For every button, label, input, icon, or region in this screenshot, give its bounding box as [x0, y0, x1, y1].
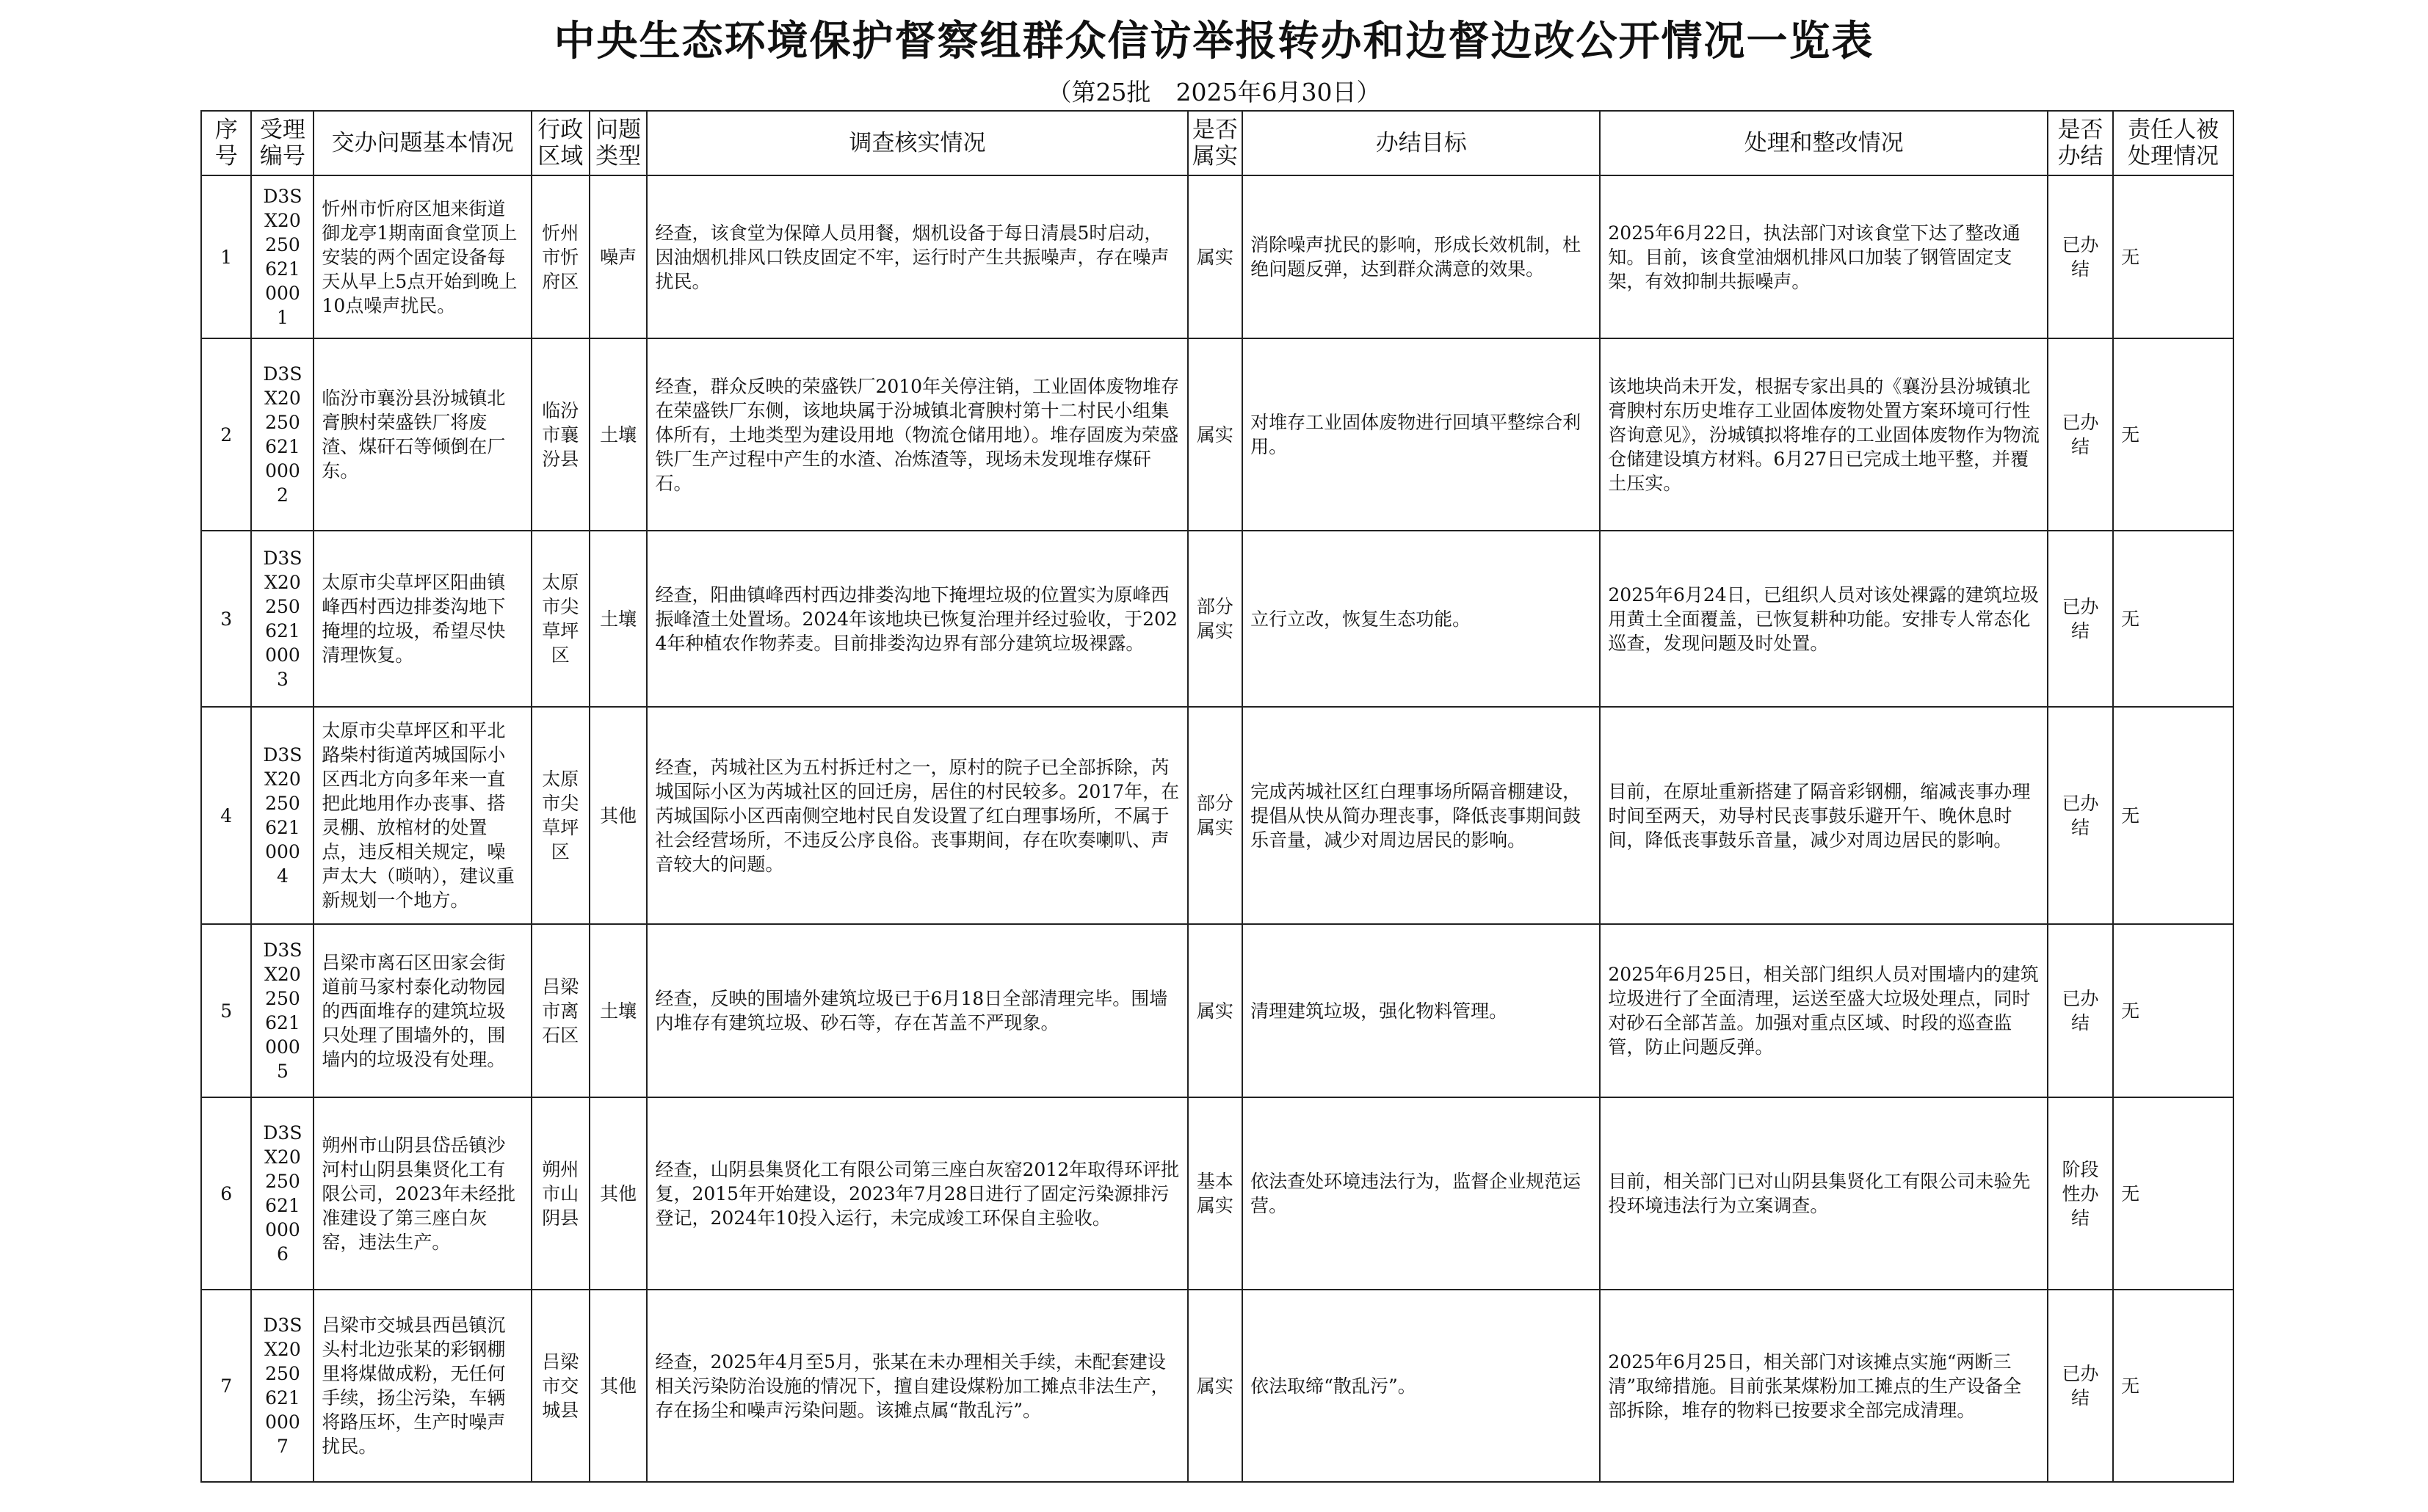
cell-type: 其他: [590, 707, 648, 924]
cell-accountability: 无: [2113, 1290, 2233, 1482]
cell-goal: 清理建筑垃圾，强化物料管理。: [1242, 924, 1600, 1097]
cell-seq: 2: [201, 338, 251, 531]
cell-verified: 属实: [1188, 924, 1243, 1097]
cell-rectification: 2025年6月24日，已组织人员对该处裸露的建筑垃圾用黄土全面覆盖，已恢复耕种功能。安排专人常态化巡查，发现问题及时处置。: [1600, 531, 2048, 707]
col-header-type: 问题类型: [590, 111, 648, 175]
cell-closed: 阶段性办结: [2048, 1097, 2113, 1290]
cell-region: 朔州市山阴县: [532, 1097, 590, 1290]
cell-closed: 已办结: [2048, 707, 2113, 924]
col-header-issue: 交办问题基本情况: [314, 111, 531, 175]
cell-issue: 朔州市山阴县岱岳镇沙河村山阴县集贤化工有限公司，2023年未经批准建设了第三座白灰窑，违法生产。: [314, 1097, 531, 1290]
cell-issue: 太原市尖草坪区阳曲镇峰西村西边排娄沟地下掩埋的垃圾，希望尽快清理恢复。: [314, 531, 531, 707]
cell-issue: 吕梁市离石区田家会街道前马家村泰化动物园的西面堆存的建筑垃圾只处理了围墙外的，围墙内的垃圾没有处理。: [314, 924, 531, 1097]
cell-seq: 3: [201, 531, 251, 707]
cell-rectification: 目前，相关部门已对山阴县集贤化工有限公司未验先投环境违法行为立案调查。: [1600, 1097, 2048, 1290]
cell-accountability: 无: [2113, 338, 2233, 531]
table-row: [201, 531, 2233, 707]
cell-code: D3SX202506210006: [251, 1097, 314, 1290]
cell-code: D3SX202506210002: [251, 338, 314, 531]
cell-seq: 5: [201, 924, 251, 1097]
cell-goal: 消除噪声扰民的影响，形成长效机制，杜绝问题反弹，达到群众满意的效果。: [1242, 175, 1600, 338]
cell-closed: 已办结: [2048, 924, 2113, 1097]
cell-verified: 部分属实: [1188, 707, 1243, 924]
cell-type: 其他: [590, 1097, 648, 1290]
cell-issue: 吕梁市交城县西邑镇沉头村北边张某的彩钢棚里将煤做成粉，无任何手续，扬尘污染，车辆将路压坏，生产时噪声扰民。: [314, 1290, 531, 1482]
cell-region: 太原市尖草坪区: [532, 707, 590, 924]
cell-accountability: 无: [2113, 531, 2233, 707]
cell-code: D3SX202506210005: [251, 924, 314, 1097]
table-row: [201, 175, 2233, 338]
cell-goal: 完成芮城社区红白理事场所隔音棚建设，提倡从快从简办理丧事，降低丧事期间鼓乐音量，减少对周边居民的影响。: [1242, 707, 1600, 924]
table-row: [201, 338, 2233, 531]
cell-investigation: 经查，2025年4月至5月，张某在未办理相关手续，未配套建设相关污染防治设施的情况下，擅自建设煤粉加工摊点非法生产，存在扬尘和噪声污染问题。该摊点属“散乱污”。: [647, 1290, 1187, 1482]
cell-type: 噪声: [590, 175, 648, 338]
cell-region: 太原市尖草坪区: [532, 531, 590, 707]
cell-rectification: 2025年6月25日，相关部门组织人员对围墙内的建筑垃圾进行了全面清理，运送至盛大垃圾处理点，同时对砂石全部苫盖。加强对重点区域、时段的巡查监管，防止问题反弹。: [1600, 924, 2048, 1097]
cell-rectification: 该地块尚未开发，根据专家出具的《襄汾县汾城镇北膏腴村东历史堆存工业固体废物处置方案环境可行性咨询意见》，汾城镇拟将堆存的工业固体废物作为物流仓储建设填方材料。6月27日已完成土地平整，并覆土压实。: [1600, 338, 2048, 531]
cell-issue: 太原市尖草坪区和平北路柴村街道芮城国际小区西北方向多年来一直把此地用作办丧事、搭灵棚、放棺材的处置点，违反相关规定，噪声太大（唢呐），建议重新规划一个地方。: [314, 707, 531, 924]
cell-accountability: 无: [2113, 175, 2233, 338]
cell-seq: 7: [201, 1290, 251, 1482]
cell-verified: 部分属实: [1188, 531, 1243, 707]
cell-goal: 对堆存工业固体废物进行回填平整综合利用。: [1242, 338, 1600, 531]
cell-investigation: 经查，山阴县集贤化工有限公司第三座白灰窑2012年取得环评批复，2015年开始建设，2023年7月28日进行了固定污染源排污登记，2024年10投入运行，未完成竣工环保自主验收。: [647, 1097, 1187, 1290]
cell-issue: 临汾市襄汾县汾城镇北膏腴村荣盛铁厂将废渣、煤矸石等倾倒在厂东。: [314, 338, 531, 531]
table-row: [201, 1097, 2233, 1290]
cell-verified: 基本属实: [1188, 1097, 1243, 1290]
cell-seq: 6: [201, 1097, 251, 1290]
cell-code: D3SX202506210001: [251, 175, 314, 338]
col-header-accountability: 责任人被处理情况: [2113, 111, 2233, 175]
cell-closed: 已办结: [2048, 338, 2113, 531]
cell-accountability: 无: [2113, 924, 2233, 1097]
col-header-closed: 是否办结: [2048, 111, 2113, 175]
col-header-rectification: 处理和整改情况: [1600, 111, 2048, 175]
cell-goal: 依法查处环境违法行为，监督企业规范运营。: [1242, 1097, 1600, 1290]
cell-region: 吕梁市交城县: [532, 1290, 590, 1482]
cell-accountability: 无: [2113, 1097, 2233, 1290]
col-header-region: 行政区域: [532, 111, 590, 175]
table-header-row: [201, 111, 2233, 175]
cell-code: D3SX202506210004: [251, 707, 314, 924]
cell-investigation: 经查，该食堂为保障人员用餐，烟机设备于每日清晨5时启动，因油烟机排风口铁皮固定不牢，运行时产生共振噪声，存在噪声扰民。: [647, 175, 1187, 338]
cell-code: D3SX202506210003: [251, 531, 314, 707]
cell-verified: 属实: [1188, 175, 1243, 338]
publish-date: 2025年6月30日）: [1175, 78, 1381, 106]
cell-accountability: 无: [2113, 707, 2233, 924]
cell-goal: 立行立改，恢复生态功能。: [1242, 531, 1600, 707]
cell-type: 土壤: [590, 338, 648, 531]
cell-closed: 已办结: [2048, 531, 2113, 707]
page-title: 中央生态环境保护督察组群众信访举报转办和边督边改公开情况一览表: [554, 17, 1874, 65]
cell-code: D3SX202506210007: [251, 1290, 314, 1482]
cell-investigation: 经查，群众反映的荣盛铁厂2010年关停注销，工业固体废物堆存在荣盛铁厂东侧，该地块属于汾城镇北膏腴村第十二村民小组集体所有，土地类型为建设用地（物流仓储用地）。堆存固废为荣盛铁厂生产过程中产生的水渣、冶炼渣等，现场未发现堆存煤矸石。: [647, 338, 1187, 531]
col-header-verified: 是否属实: [1188, 111, 1243, 175]
cell-type: 其他: [590, 1290, 648, 1482]
cell-investigation: 经查，芮城社区为五村拆迁村之一，原村的院子已全部拆除，芮城国际小区为芮城社区的回迁房，居住的村民较多。2017年，在芮城国际小区西南侧空地村民自发设置了红白理事场所，不属于社会经营场所，不违反公序良俗。丧事期间，存在吹奏喇叭、声音较大的问题。: [647, 707, 1187, 924]
cell-seq: 1: [201, 175, 251, 338]
table-row: [201, 924, 2233, 1097]
cell-verified: 属实: [1188, 1290, 1243, 1482]
cell-type: 土壤: [590, 531, 648, 707]
cell-rectification: 2025年6月25日，相关部门对该摊点实施“两断三清”取缔措施。目前张某煤粉加工摊点的生产设备全部拆除，堆存的物料已按要求全部完成清理。: [1600, 1290, 2048, 1482]
cell-rectification: 目前，在原址重新搭建了隔音彩钢棚，缩减丧事办理时间至两天，劝导村民丧事鼓乐避开午、晚休息时间，降低丧事鼓乐音量，减少对周边居民的影响。: [1600, 707, 2048, 924]
cell-verified: 属实: [1188, 338, 1243, 531]
cell-closed: 已办结: [2048, 175, 2113, 338]
cell-goal: 依法取缔“散乱污”。: [1242, 1290, 1600, 1482]
cell-region: 临汾市襄汾县: [532, 338, 590, 531]
batch-label: （第25批: [1047, 78, 1151, 106]
cell-investigation: 经查，反映的围墙外建筑垃圾已于6月18日全部清理完毕。围墙内堆存有建筑垃圾、砂石等，存在苫盖不严现象。: [647, 924, 1187, 1097]
cell-closed: 已办结: [2048, 1290, 2113, 1482]
cell-rectification: 2025年6月22日，执法部门对该食堂下达了整改通知。目前，该食堂油烟机排风口加装了钢管固定支架，有效抑制共振噪声。: [1600, 175, 2048, 338]
col-header-code: 受理编号: [251, 111, 314, 175]
cell-type: 土壤: [590, 924, 648, 1097]
table-row: [201, 707, 2233, 924]
table-row: [201, 1290, 2233, 1482]
cell-seq: 4: [201, 707, 251, 924]
col-header-goal: 办结目标: [1242, 111, 1600, 175]
cell-investigation: 经查，阳曲镇峰西村西边排娄沟地下掩埋垃圾的位置实为原峰西振峰渣土处置场。2024年该地块已恢复治理并经过验收，于2024年种植农作物荞麦。目前排娄沟边界有部分建筑垃圾裸露。: [647, 531, 1187, 707]
cell-issue: 忻州市忻府区旭来街道御龙亭1期南面食堂顶上安装的两个固定设备每天从早上5点开始到晚上10点噪声扰民。: [314, 175, 531, 338]
cell-region: 吕梁市离石区: [532, 924, 590, 1097]
cell-region: 忻州市忻府区: [532, 175, 590, 338]
col-header-investigation: 调查核实情况: [647, 111, 1187, 175]
col-header-seq: 序号: [201, 111, 251, 175]
petition-table: [200, 110, 2234, 1483]
page-subtitle: [0, 76, 2428, 109]
